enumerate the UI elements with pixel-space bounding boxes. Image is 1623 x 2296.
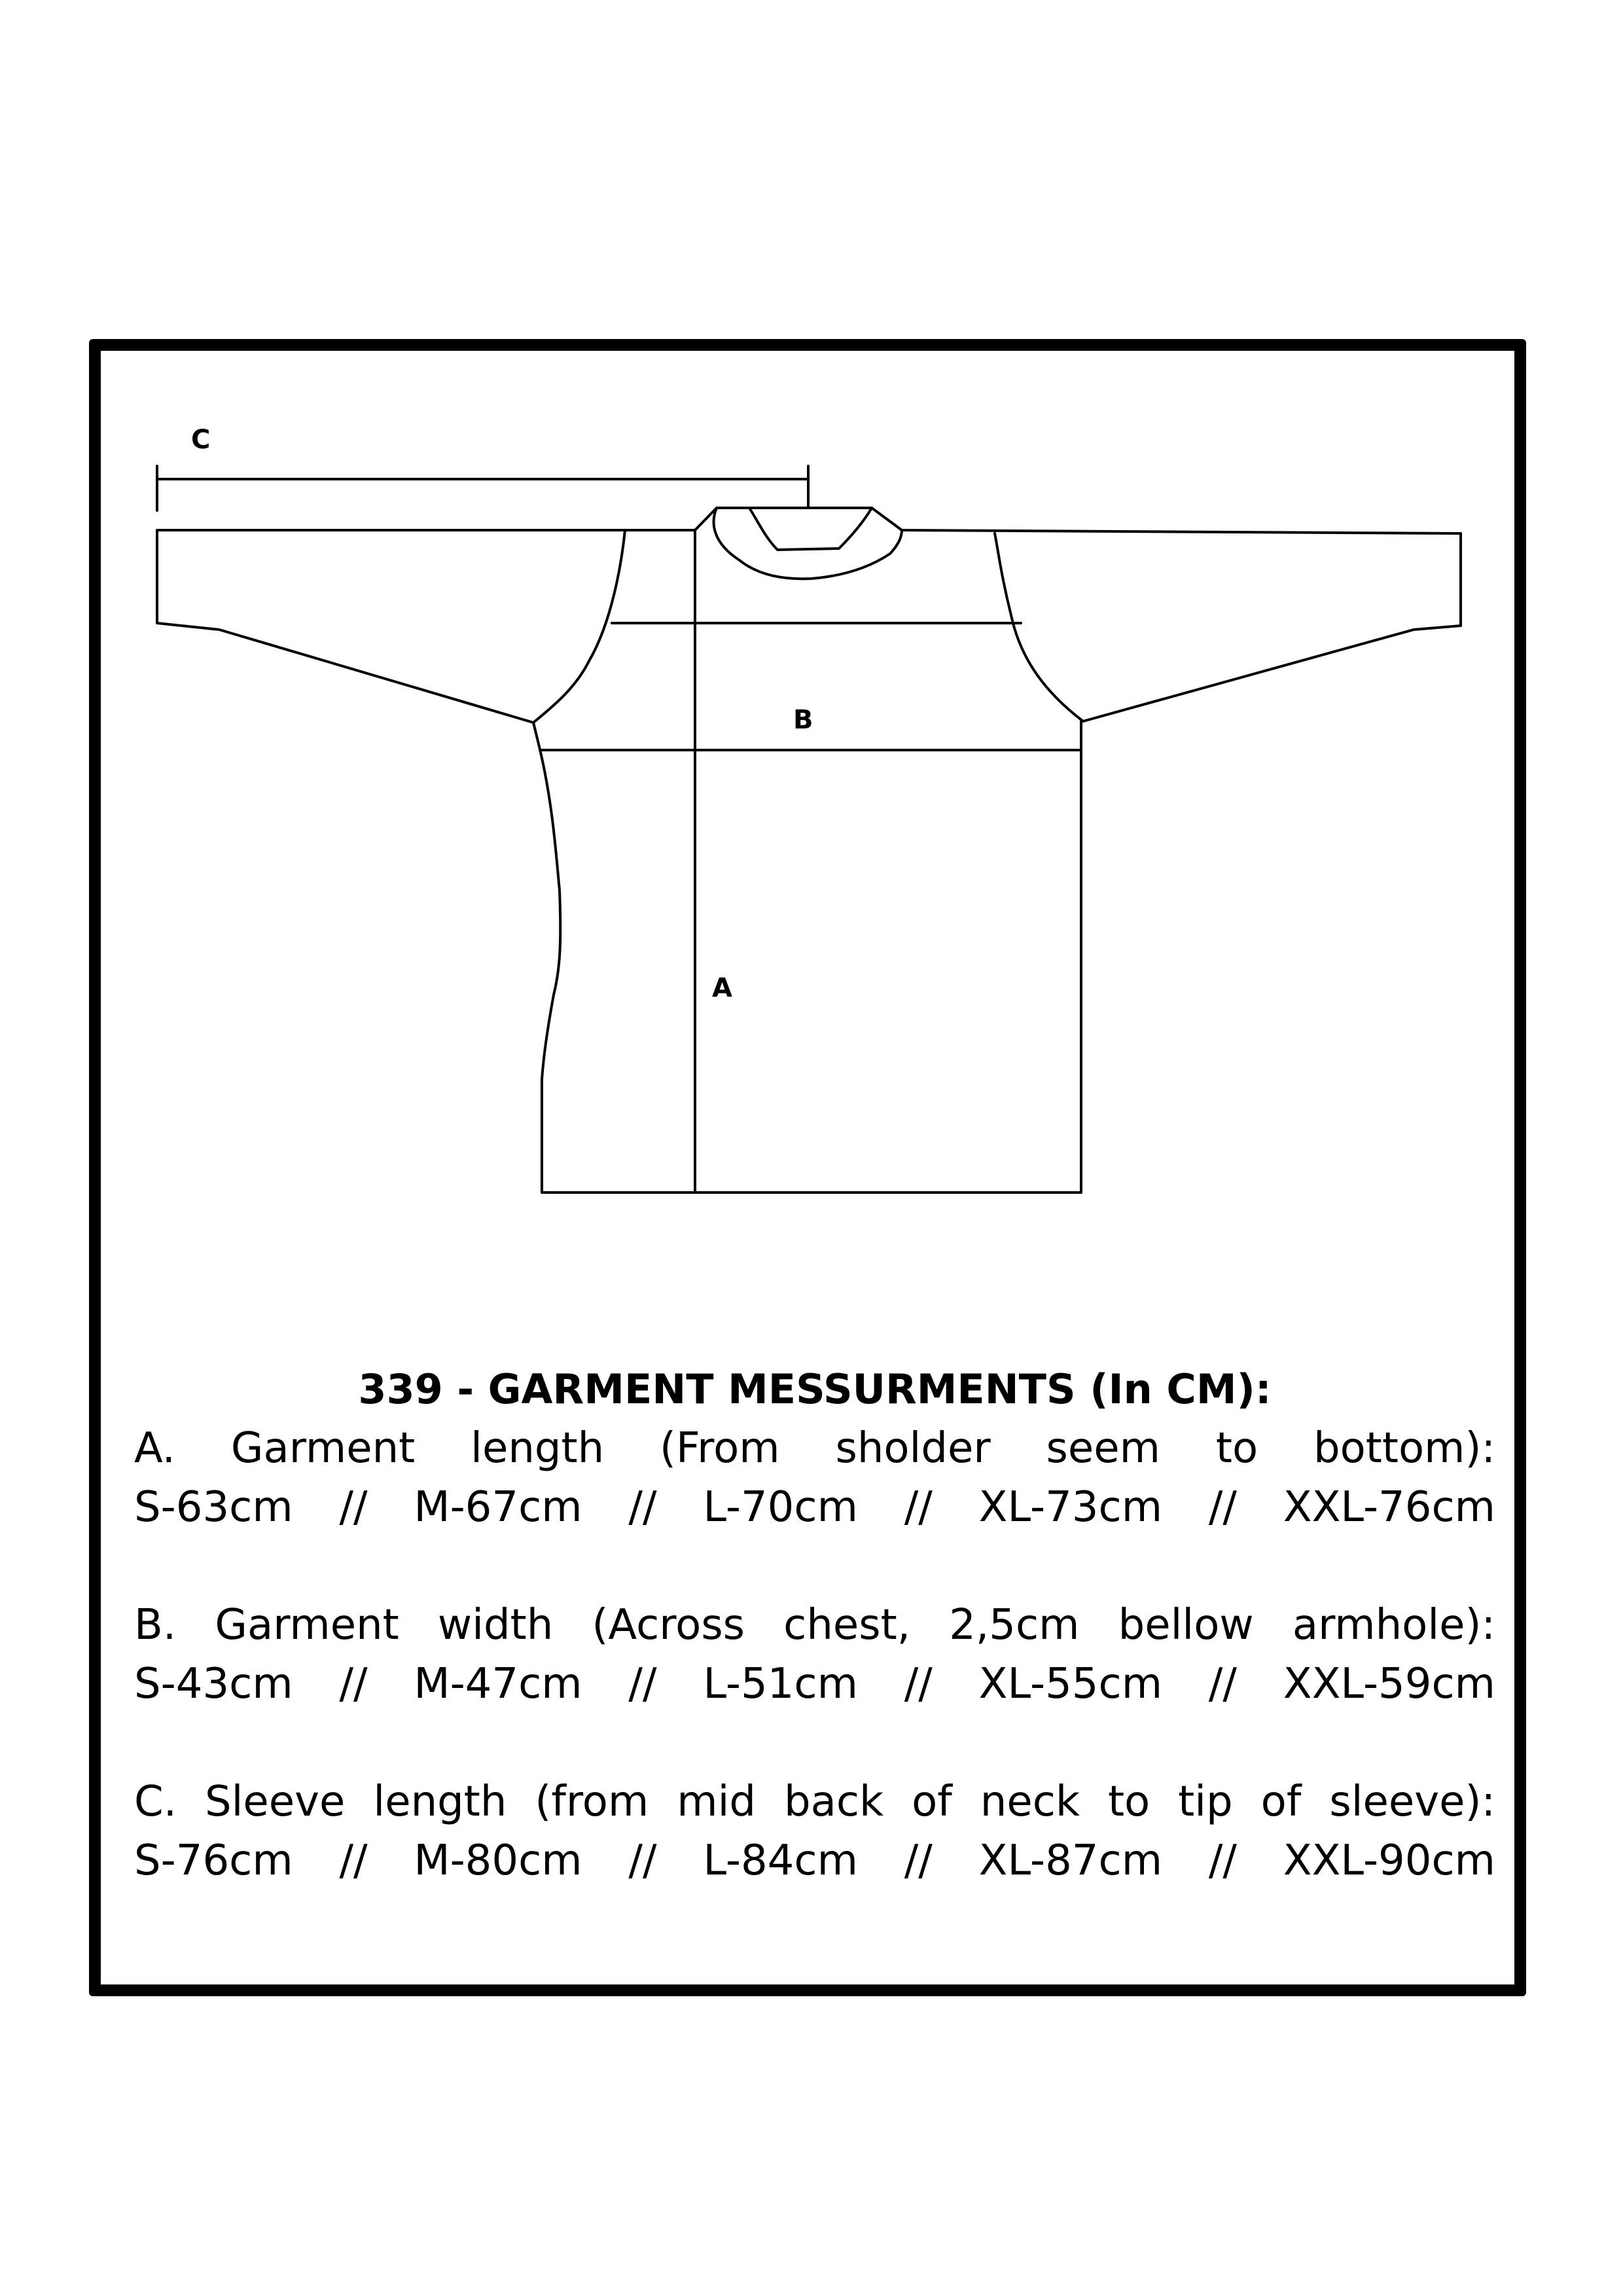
label-b: B (793, 705, 813, 735)
neckline (714, 508, 902, 579)
measurement-a-title: A. Garment length (From sholder seem to bottom): (134, 1424, 1495, 1473)
measurement-b (134, 1596, 1495, 1713)
garment-outline (157, 508, 1461, 1193)
measurement-c-sizes: S-76cm // M-80cm // L-84cm // XL-87cm // XXL-90cm (134, 1837, 1495, 1885)
measurement-a-sizes: S-63cm // M-67cm // L-70cm // XL-73cm // XXL-76cm (134, 1483, 1495, 1532)
measurement-b-sizes: S-43cm // M-47cm // L-51cm // XL-55cm // XXL-59cm (134, 1660, 1495, 1708)
label-c: C (191, 425, 211, 455)
measurements-heading: 339 - GARMENT MESSURMENTS (In CM): (358, 1365, 1272, 1413)
label-a: A (712, 973, 732, 1003)
measurements-block (134, 1360, 1495, 1890)
dimension-c-line (157, 466, 808, 511)
measurement-a (134, 1419, 1495, 1537)
measurement-b-title: B. Garment width (Across chest, 2,5cm bellow armhole): (134, 1601, 1495, 1649)
measurement-c (134, 1772, 1495, 1890)
measurement-c-title: C. Sleeve length (from mid back of neck to tip of sleeve): (134, 1778, 1495, 1826)
